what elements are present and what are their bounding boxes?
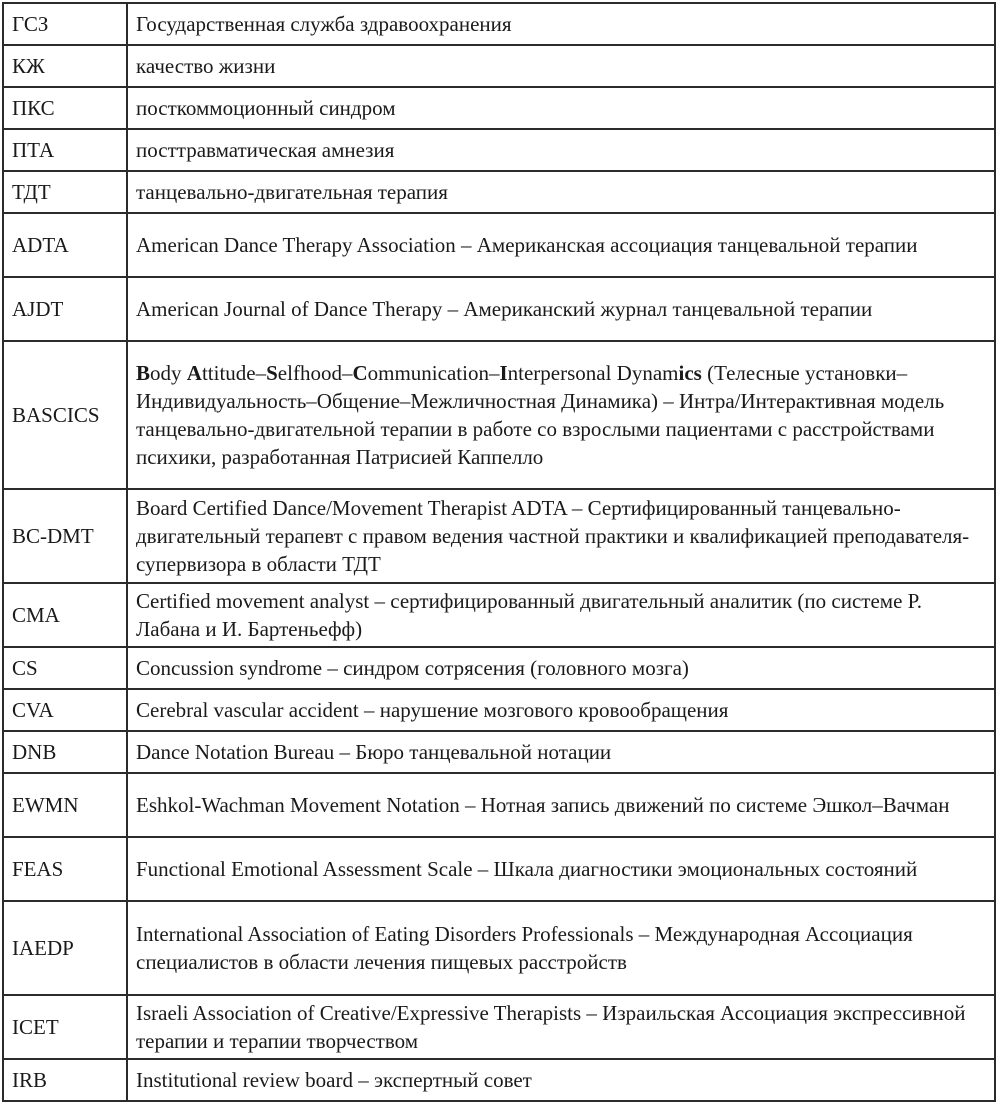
table-row xyxy=(3,731,995,773)
table-row xyxy=(3,689,995,731)
abbreviation-cell: CS xyxy=(3,647,127,689)
table-row xyxy=(3,837,995,901)
table-row xyxy=(3,129,995,171)
definition-text: ody xyxy=(150,361,187,385)
definition-cell: посткоммоционный синдром xyxy=(127,87,995,129)
definition-text: nterpersonal Dynam xyxy=(507,361,679,385)
definition-cell: International Association of Eating Disorders Professionals – Международная Ассоциация специалистов в области лечения пищевых расстройств xyxy=(127,901,995,995)
definition-cell: Functional Emotional Assessment Scale – Шкала диагностики эмоциональных состояний xyxy=(127,837,995,901)
definition-cell: посттравматическая амнезия xyxy=(127,129,995,171)
table-row xyxy=(3,45,995,87)
abbreviation-cell: ICET xyxy=(3,995,127,1059)
abbreviation-cell: ГСЗ xyxy=(3,3,127,45)
table-row xyxy=(3,341,995,489)
definition-cell: Cerebral vascular accident – нарушение мозгового кровообращения xyxy=(127,689,995,731)
definition-cell: Certified movement analyst – сертифицированный двигательный аналитик (по системе Р. Лабана и И. Бартеньефф) xyxy=(127,583,995,647)
abbreviation-cell: IRB xyxy=(3,1059,127,1101)
abbreviations-table xyxy=(2,2,996,1102)
table-row xyxy=(3,1059,995,1101)
definition-cell: танцевально-двигательная терапия xyxy=(127,171,995,213)
acronym-letter: I xyxy=(499,361,508,385)
definition-cell: качество жизни xyxy=(127,45,995,87)
abbreviation-cell: CVA xyxy=(3,689,127,731)
table-row xyxy=(3,647,995,689)
abbreviation-cell: FEAS xyxy=(3,837,127,901)
definition-text: ttitude– xyxy=(201,361,267,385)
definition-cell: Eshkol-Wachman Movement Notation – Нотная запись движений по системе Эшкол–Вачман xyxy=(127,773,995,837)
acronym-letter: ics xyxy=(678,361,702,385)
table-row xyxy=(3,773,995,837)
table-row xyxy=(3,995,995,1059)
definition-text: elfhood– xyxy=(277,361,353,385)
abbreviation-cell: AJDT xyxy=(3,277,127,341)
table-row xyxy=(3,277,995,341)
table-row xyxy=(3,3,995,45)
abbreviation-cell: ADTA xyxy=(3,213,127,277)
definition-text: ommunication– xyxy=(367,361,500,385)
acronym-letter: A xyxy=(186,361,202,385)
definition-cell xyxy=(127,341,995,489)
table-row xyxy=(3,489,995,583)
abbreviation-cell: ТДТ xyxy=(3,171,127,213)
abbreviation-cell: BC-DMT xyxy=(3,489,127,583)
abbreviation-cell: ПТА xyxy=(3,129,127,171)
definition-cell: Concussion syndrome – синдром сотрясения (головного мозга) xyxy=(127,647,995,689)
table-row xyxy=(3,171,995,213)
abbreviation-cell: CMA xyxy=(3,583,127,647)
acronym-letter: S xyxy=(266,361,278,385)
abbreviation-cell: EWMN xyxy=(3,773,127,837)
acronym-letter: C xyxy=(352,361,368,385)
abbreviation-cell: BASCICS xyxy=(3,341,127,489)
definition-text: (Телесные установки–Индивидуальность–Общение–Межличностная Динамика) – Интра/Интерактивная модель танцевально-двигательной терапии в работе со взрослыми пациентами с расстройствами психики, разработанная Патрисией Каппелло xyxy=(136,361,945,469)
table-row xyxy=(3,87,995,129)
table-row xyxy=(3,583,995,647)
table-row xyxy=(3,901,995,995)
definition-cell: Государственная служба здравоохранения xyxy=(127,3,995,45)
definition-cell: Dance Notation Bureau – Бюро танцевальной нотации xyxy=(127,731,995,773)
definition-cell: Board Certified Dance/Movement Therapist ADTA – Сертифицированный танцевально-двигательный терапевт с правом ведения частной практики и квалификацией преподавателя-супервизора в области ТДТ xyxy=(127,489,995,583)
definition-cell: American Dance Therapy Association – Американская ассоциация танцевальной терапии xyxy=(127,213,995,277)
acronym-letter: B xyxy=(136,361,151,385)
definition-cell: Israeli Association of Creative/Expressive Therapists – Израильская Ассоциация экспрессивной терапии и терапии творчеством xyxy=(127,995,995,1059)
definition-cell: Institutional review board – экспертный совет xyxy=(127,1059,995,1101)
abbreviation-cell: КЖ xyxy=(3,45,127,87)
abbreviation-cell: DNB xyxy=(3,731,127,773)
abbreviation-cell: IAEDP xyxy=(3,901,127,995)
definition-cell: American Journal of Dance Therapy – Американский журнал танцевальной терапии xyxy=(127,277,995,341)
table-row xyxy=(3,213,995,277)
abbreviation-cell: ПКС xyxy=(3,87,127,129)
